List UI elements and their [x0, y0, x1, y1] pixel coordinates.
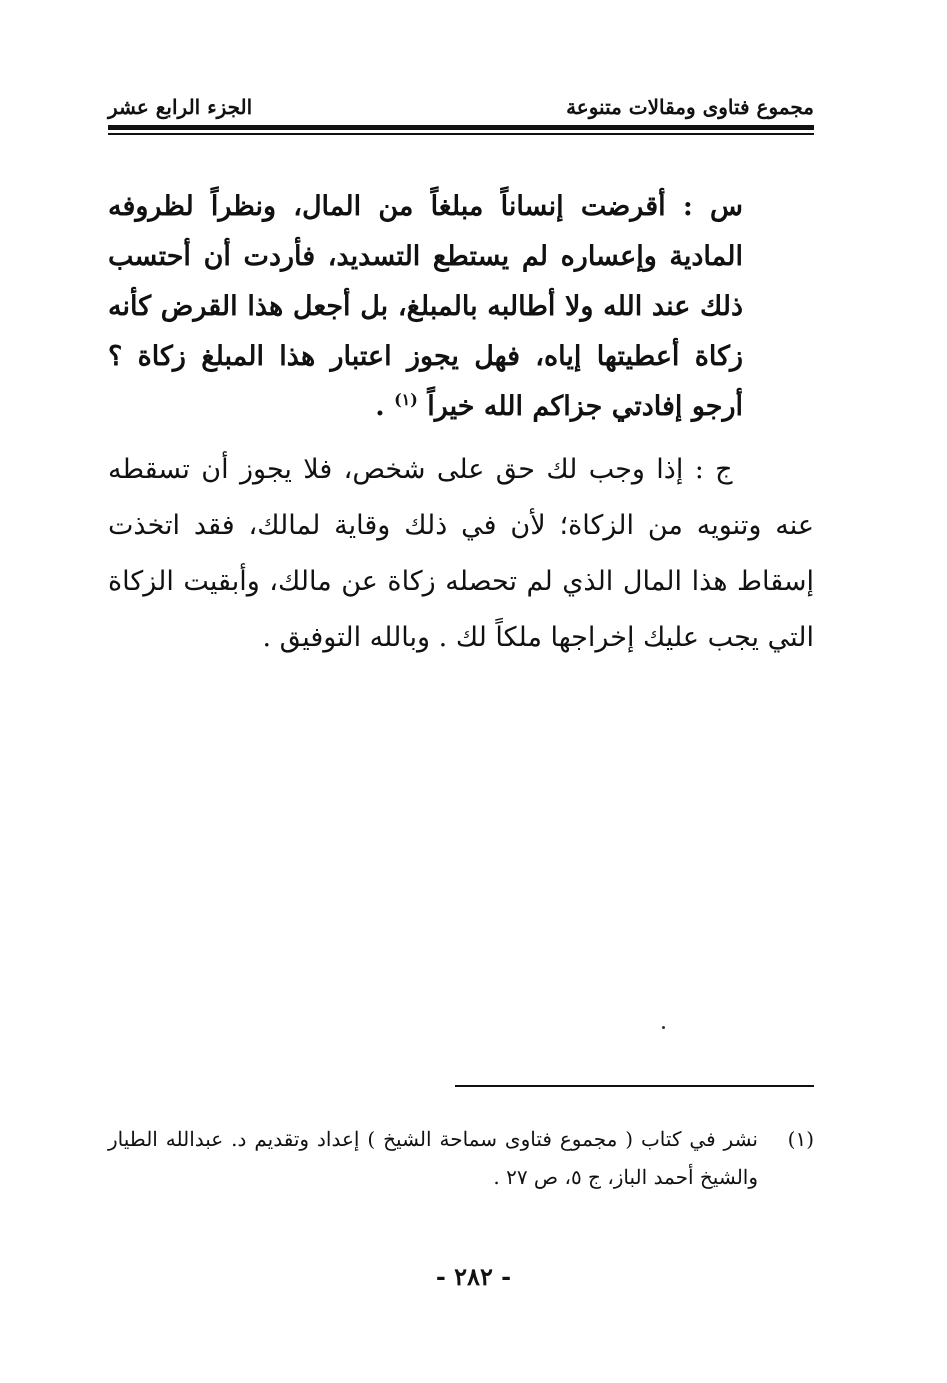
- footnote: [108, 1120, 814, 1196]
- scan-speck: [662, 1026, 665, 1029]
- question-end-mark: .: [375, 391, 385, 422]
- footnote-text: نشر في كتاب ( مجموع فتاوى سماحة الشيخ ) إعداد وتقديم د. عبدالله الطيار والشيخ أحمد الباز، ج ٥، ص ٢٧ .: [108, 1127, 758, 1189]
- answer-paragraph: [108, 442, 814, 666]
- page-number: - ٢٨٢ -: [435, 1262, 512, 1291]
- question-paragraph: [108, 182, 743, 432]
- footnote-reference[interactable]: (١): [394, 390, 418, 409]
- answer-text: إذا وجب لك حق على شخص، فلا يجوز أن تسقطه عنه وتنويه من الزكاة؛ لأن في ذلك وقاية لمالك، فقد اتخذت إسقاط هذا المال الذي لم تحصله زكاة عن مالك، وأبقيت الزكاة التي يجب عليك إخراجها ملكاً لك . وبالله التوفيق .: [108, 454, 814, 653]
- running-header: [108, 82, 814, 122]
- question-marker: س :: [682, 191, 743, 222]
- question-text: أقرضت إنساناً مبلغاً من المال، ونظراً لظروفه المادية وإعساره لم يستطع التسديد، فأردت أن أحتسب ذلك عند الله ولا أطالبه بالمبلغ، بل أجعل هذا القرض كأنه زكاة أعطيتها إياه، فهل يجوز اعتبار هذا المبلغ زكاة ؟ أرجو إفادتي جزاكم الله خيراً: [108, 191, 743, 422]
- footnote-separator: [455, 1085, 814, 1087]
- header-rule-thick: [108, 125, 814, 130]
- book-title: مجموع فتاوى ومقالات متنوعة: [566, 95, 814, 119]
- footnote-number: (١): [787, 1127, 814, 1151]
- volume-label: الجزء الرابع عشر: [108, 95, 253, 119]
- answer-marker: ج :: [694, 454, 733, 485]
- header-rule-thin: [108, 133, 814, 135]
